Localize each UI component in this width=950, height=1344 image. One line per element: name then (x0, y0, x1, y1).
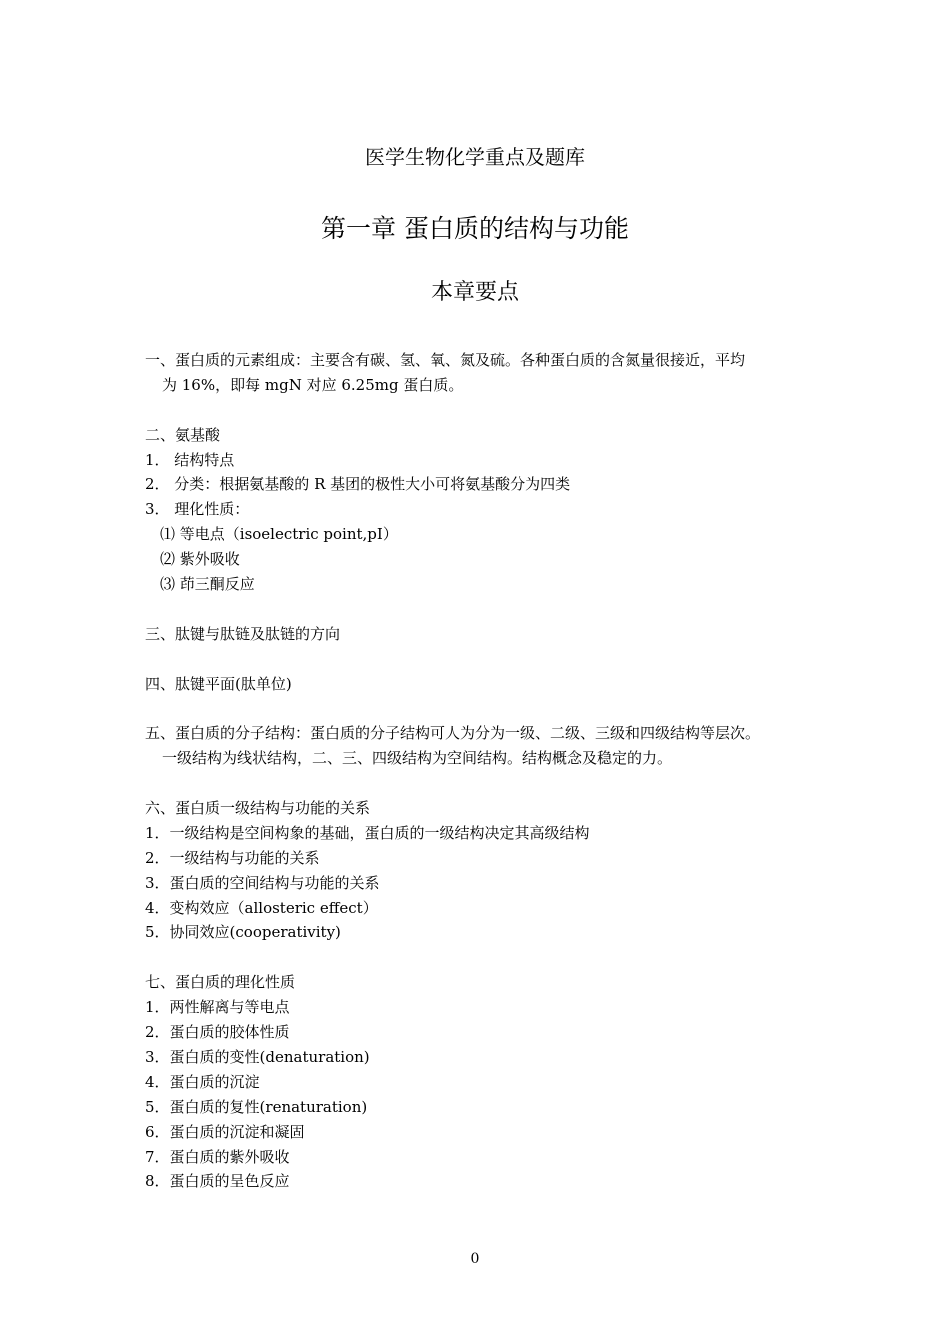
list-item: 1．两性解离与等电点 (145, 998, 290, 1017)
spacer (145, 597, 815, 622)
list-item: 3．蛋白质的变性(denaturation) (145, 1047, 370, 1066)
list-item: 6．蛋白质的沉淀和凝固 (145, 1122, 305, 1141)
sub-list-item: ⑶ 茚三酮反应 (160, 575, 255, 594)
section-2-heading: 二、氨基酸 (145, 425, 221, 444)
book-title: 医学生物化学重点及题库 (365, 145, 585, 169)
sub-list-item: ⑵ 紫外吸收 (160, 550, 240, 569)
list-item: 5．协同效应(cooperativity) (145, 923, 341, 942)
section-5-line-2: 一级结构为线状结构，二、三、四级结构为空间结构。结构概念及稳定的力。 (162, 749, 673, 768)
list-item: 3．蛋白质的空间结构与功能的关系 (145, 873, 380, 892)
list-item: 4．变构效应（allosteric effect） (145, 898, 378, 917)
list-item: 3． 理化性质： (145, 500, 250, 519)
list-item: 8．蛋白质的呈色反应 (145, 1172, 290, 1191)
section-6-heading: 六、蛋白质一级结构与功能的关系 (145, 799, 371, 818)
list-item: 1． 结构特点 (145, 450, 235, 469)
section-5-line-1: 五、蛋白质的分子结构：蛋白质的分子结构可人为分为一级、二级、三级和四级结构等层次。 (145, 724, 761, 743)
list-item: 2． 分类：根据氨基酸的 R 基团的极性大小可将氨基酸分为四类 (145, 475, 571, 494)
section-3-heading: 三、肽键与肽链及肽链的方向 (145, 624, 341, 643)
section-4-heading: 四、肽键平面(肽单位) (145, 674, 292, 693)
page-number: 0 (470, 1251, 480, 1267)
sub-list-item: ⑴ 等电点（isoelectric point,pI） (160, 525, 398, 544)
list-item: 5．蛋白质的复性(renaturation) (145, 1097, 368, 1116)
list-item: 1．一级结构是空间构象的基础，蛋白质的一级结构决定其高级结构 (145, 823, 590, 842)
chapter-title: 第一章 蛋白质的结构与功能 (321, 214, 629, 243)
section-title: 本章要点 (430, 280, 519, 305)
document-body (145, 348, 815, 1194)
spacer (145, 771, 815, 796)
spacer (145, 398, 815, 423)
list-item: 4．蛋白质的沉淀 (145, 1072, 260, 1091)
section-1-line-1: 一、蛋白质的元素组成：主要含有碳、氢、氧、氮及硫。各种蛋白质的含氮量很接近，平均 (145, 351, 746, 369)
spacer (145, 696, 815, 721)
spacer (145, 945, 815, 970)
section-1-line-2: 为 16%，即每 mgN 对应 6.25mg 蛋白质。 (162, 375, 464, 394)
spacer (145, 647, 815, 672)
list-item: 2．一级结构与功能的关系 (145, 848, 320, 867)
list-item: 2．蛋白质的胶体性质 (145, 1023, 290, 1042)
list-item: 7．蛋白质的紫外吸收 (145, 1147, 290, 1166)
section-7-heading: 七、蛋白质的理化性质 (145, 973, 296, 992)
